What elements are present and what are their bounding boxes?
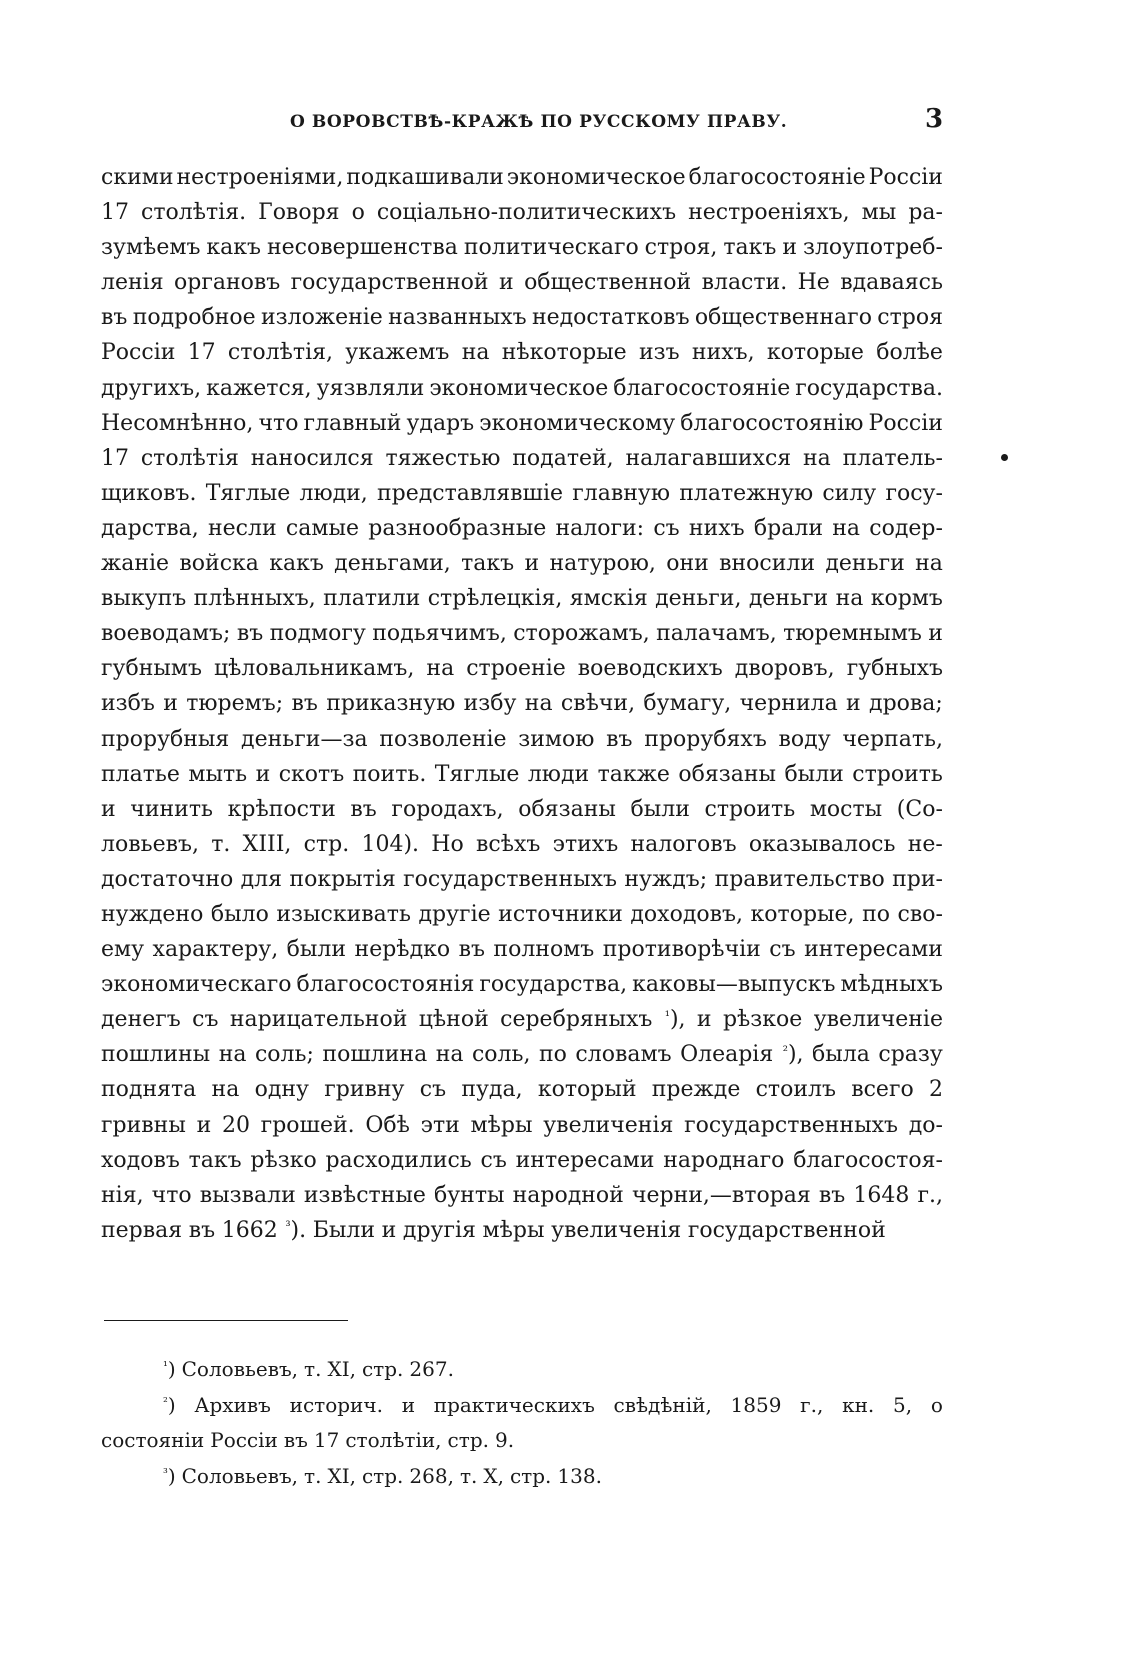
- body-line: щиковъ. Тяглые люди, представлявшіе главную платежную силу госу-: [101, 480, 943, 506]
- footnote-line: $^{^3}$) Соловьевъ, т. XI, стр. 268, т. X, стр. 138.: [101, 1459, 943, 1495]
- footnote: [101, 1388, 943, 1459]
- body-line: достаточно для покрытія государственныхъ нуждъ; правительство при-: [101, 866, 943, 892]
- body-line: выкупъ плѣнныхъ, платили стрѣлецкія, ямскія деньги, деньги на кормъ: [101, 586, 943, 612]
- body-line: воеводамъ; въ подмогу подьячимъ, сторожамъ, палачамъ, тюремнымъ и: [101, 621, 943, 647]
- body-line: жаніе войска какъ деньгами, такъ и натурою, они вносили деньги на: [101, 551, 943, 577]
- body-line: платье мыть и скотъ поить. Тяглые люди также обязаны были строить: [101, 761, 943, 787]
- body-text: [101, 160, 943, 1248]
- margin-dot-mark: [1001, 454, 1008, 461]
- body-line: ленія органовъ государственной и общественной власти. Не вдаваясь: [101, 270, 943, 296]
- body-line: избъ и тюремъ; въ приказную избу на свѣчи, бумагу, чернила и дрова;: [101, 691, 943, 717]
- footnote-mark: $^{^2}$): [163, 1392, 176, 1417]
- body-line: ему характеру, были нерѣдко въ полномъ противорѣчіи съ интересами: [101, 937, 943, 963]
- footnote-line: $^{^2}$) Архивъ историч. и практическихъ свѣдѣній, 1859 г., кн. 5, о: [101, 1388, 943, 1424]
- body-line: поднята на одну гривну съ пуда, который прежде стоилъ всего 2: [101, 1077, 943, 1103]
- footnote-separator: [104, 1320, 348, 1321]
- body-line: губнымъ цѣловальникамъ, на строеніе воеводскихъ дворовъ, губныхъ: [101, 656, 943, 682]
- body-line: экономическаго благосостоянія государства, каковы—выпускъ мѣдныхъ: [101, 972, 943, 998]
- body-line: зумѣемъ какъ несовершенства политическаго строя, такъ и злоупотреб-: [101, 235, 943, 261]
- running-title: О ВОРОВСТВѢ-КРАЖѢ ПО РУССКОМУ ПРАВУ.: [290, 112, 788, 132]
- body-line: другихъ, кажется, уязвляли экономическое благосостояніе государства.: [101, 375, 943, 401]
- body-line: нія, что вызвали извѣстные бунты народной черни,—вторая въ 1648 г.,: [101, 1182, 943, 1208]
- body-line: первая въ 1662 $^{^3}$). Были и другія мѣры увеличенія государственной: [101, 1217, 886, 1243]
- footnote-line: состояніи Россіи въ 17 столѣтіи, стр. 9.: [101, 1428, 515, 1452]
- body-line: гривны и 20 грошей. Обѣ эти мѣры увеличенія государственныхъ до-: [101, 1112, 943, 1138]
- footnote: [101, 1459, 943, 1495]
- body-line: ловьевъ, т. XIII, стр. 104). Но всѣхъ этихъ налоговъ оказывалось не-: [101, 831, 943, 857]
- body-line: въ подробное изложеніе названныхъ недостатковъ общественнаго строя: [101, 305, 943, 331]
- body-line: и чинить крѣпости въ городахъ, обязаны были строить мосты (Со-: [101, 796, 943, 822]
- footnote-line: $^{^1}$) Соловьевъ, т. XI, стр. 267.: [101, 1352, 943, 1388]
- body-line: прорубныя деньги—за позволеніе зимою въ прорубяхъ воду черпать,: [101, 726, 943, 752]
- footnotes: [101, 1352, 943, 1494]
- body-line: денегъ съ нарицательной цѣной серебряныхъ $^{^1}$), и рѣзкое увеличеніе: [101, 1007, 943, 1033]
- body-line: Россіи 17 столѣтія, укажемъ на нѣкоторые изъ нихъ, которые болѣе: [101, 340, 943, 366]
- body-line: дарства, несли самые разнообразные налоги: съ нихъ брали на содер-: [101, 515, 943, 541]
- body-line: нуждено было изыскивать другіе источники доходовъ, которые, по сво-: [101, 901, 943, 927]
- body-line: ходовъ такъ рѣзко расходились съ интересами народнаго благосостоя-: [101, 1147, 943, 1173]
- footnote-mark: $^{^3}$): [163, 1463, 176, 1488]
- body-line: 17 столѣтія наносился тяжестью податей, налагавшихся на платель-: [101, 445, 943, 471]
- body-line: Несомнѣнно, что главный ударъ экономическому благосостоянію Россіи: [101, 410, 943, 436]
- footnote-mark: $^{^1}$): [163, 1357, 176, 1381]
- page-number: 3: [925, 104, 944, 134]
- body-line: скими нестроеніями, подкашивали экономическое благосостояніе Россіи: [101, 165, 943, 190]
- body-line: 17 столѣтія. Говоря о соціально-политическихъ нестроеніяхъ, мы ра-: [101, 200, 943, 226]
- body-line: пошлины на соль; пошлина на соль, по словамъ Олеарія $^{^2}$), была сразу: [101, 1042, 943, 1068]
- footnote: [101, 1352, 943, 1388]
